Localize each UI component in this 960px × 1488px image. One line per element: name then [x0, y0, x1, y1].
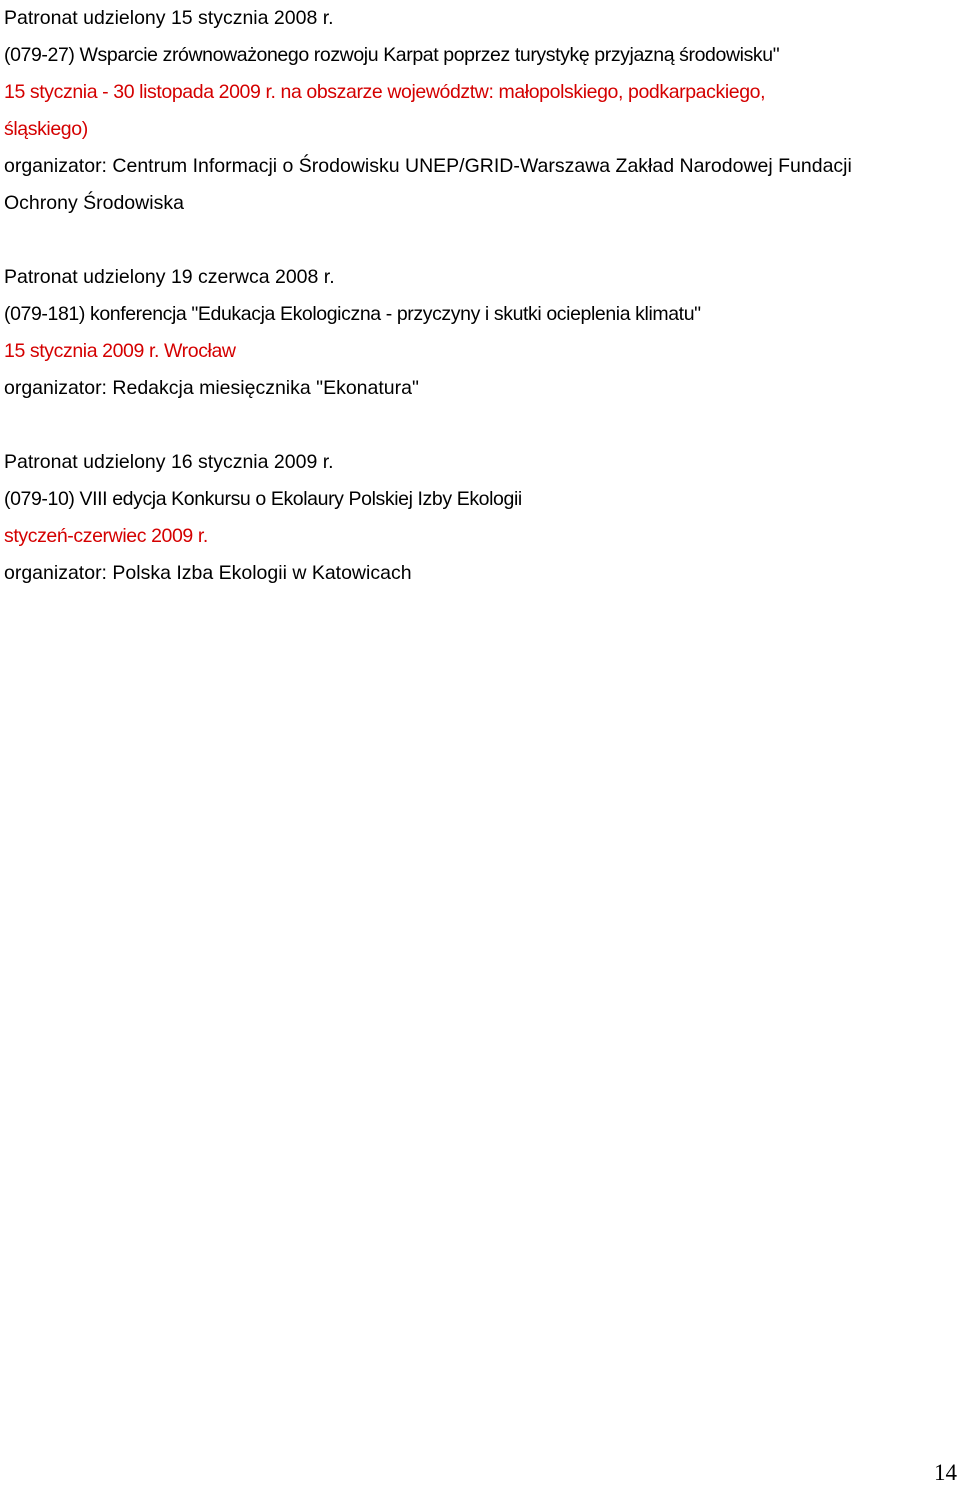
entry-title: (079-181) konferencja "Edukacja Ekologiczna - przyczyny i skutki ocieplenia klimatu"	[4, 303, 701, 325]
patronage-line: Patronat udzielony 16 stycznia 2009 r.	[4, 451, 334, 473]
entry-spacer	[4, 222, 954, 259]
entry	[4, 259, 954, 407]
entry	[4, 444, 954, 592]
patronage-line: Patronat udzielony 15 stycznia 2008 r.	[4, 7, 334, 29]
entry-organizer: organizator: Redakcja miesięcznika "Ekonatura"	[4, 377, 419, 399]
page-number: 14	[934, 1460, 957, 1485]
entry-organizer: organizator: Polska Izba Ekologii w Katowicach	[4, 562, 412, 584]
document-page	[4, 0, 954, 592]
entry-title: (079-27) Wsparcie zrównoważonego rozwoju Karpat poprzez turystykę przyjazną środowisku"	[4, 44, 780, 66]
entry	[4, 0, 954, 222]
entry-spacer	[4, 407, 954, 444]
entry-organizer: organizator: Centrum Informacji o Środowisku UNEP/GRID-Warszawa Zakład Narodowej Fundacji	[4, 155, 852, 177]
patronage-line: Patronat udzielony 19 czerwca 2008 r.	[4, 266, 335, 288]
entry-dates: 15 stycznia - 30 listopada 2009 r. na obszarze województw: małopolskiego, podkarpackiego,	[4, 81, 766, 103]
entry-dates: 15 stycznia 2009 r. Wrocław	[4, 340, 236, 362]
entry-dates: styczeń-czerwiec 2009 r.	[4, 525, 208, 547]
entry-organizer: Ochrony Środowiska	[4, 192, 184, 214]
entry-title: (079-10) VIII edycja Konkursu o Ekolaury Polskiej Izby Ekologii	[4, 488, 522, 510]
entry-dates: śląskiego)	[4, 118, 88, 140]
